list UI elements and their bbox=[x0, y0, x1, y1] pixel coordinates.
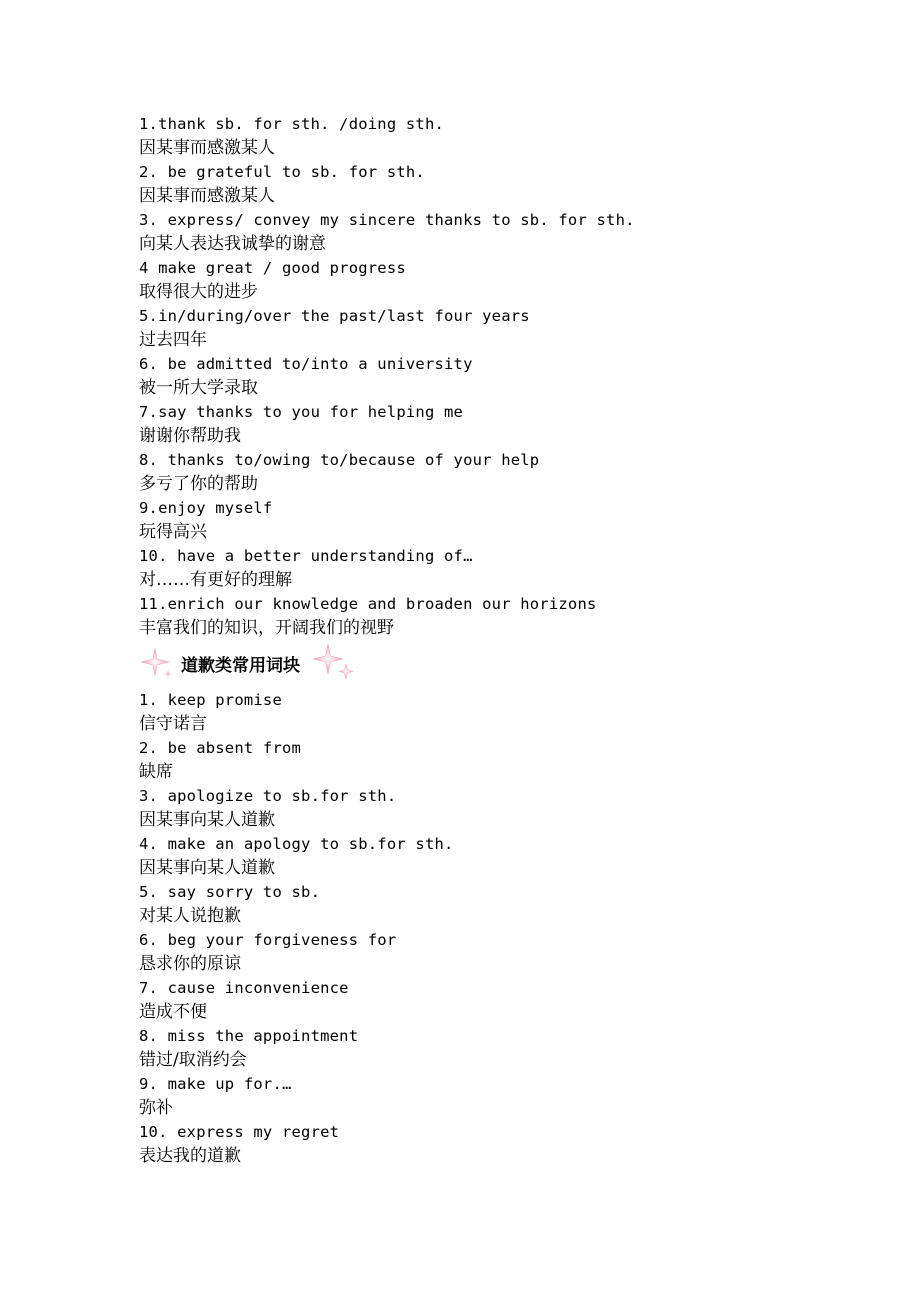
section-title: 道歉类常用词块 bbox=[181, 656, 300, 676]
list-item bbox=[139, 352, 879, 400]
english-phrase: 7. cause inconvenience bbox=[139, 979, 349, 997]
chinese-meaning: 向某人表达我诚挚的谢意 bbox=[139, 234, 326, 254]
english-phrase: 10. express my regret bbox=[139, 1123, 340, 1141]
english-phrase: 1. keep promise bbox=[139, 691, 282, 709]
list-item bbox=[139, 1024, 879, 1072]
chinese-meaning: 过去四年 bbox=[139, 330, 207, 350]
chinese-meaning: 因某事而感激某人 bbox=[139, 138, 275, 158]
chinese-meaning: 多亏了你的帮助 bbox=[139, 474, 258, 494]
english-phrase: 6. beg your forgiveness for bbox=[139, 931, 397, 949]
list-item bbox=[139, 1120, 879, 1168]
english-phrase: 8. thanks to/owing to/because of your help bbox=[139, 451, 540, 469]
list-item bbox=[139, 976, 879, 1024]
list-item bbox=[139, 496, 879, 544]
list-item bbox=[139, 1072, 879, 1120]
chinese-meaning: 因某事而感激某人 bbox=[139, 186, 275, 206]
document-page bbox=[139, 112, 879, 1168]
chinese-meaning: 因某事向某人道歉 bbox=[139, 810, 275, 830]
thanks-phrase-list bbox=[139, 112, 879, 640]
english-phrase: 4. make an apology to sb.for sth. bbox=[139, 835, 454, 853]
english-phrase: 5.in/during/over the past/last four years bbox=[139, 307, 530, 325]
list-item bbox=[139, 784, 879, 832]
chinese-meaning: 缺席 bbox=[139, 762, 173, 782]
list-item bbox=[139, 448, 879, 496]
english-phrase: 11.enrich our knowledge and broaden our horizons bbox=[139, 595, 597, 613]
list-item bbox=[139, 112, 879, 160]
chinese-meaning: 信守诺言 bbox=[139, 714, 207, 734]
chinese-meaning: 恳求你的原谅 bbox=[139, 954, 241, 974]
chinese-meaning: 造成不便 bbox=[139, 1002, 207, 1022]
english-phrase: 7.say thanks to you for helping me bbox=[139, 403, 464, 421]
list-item bbox=[139, 544, 879, 592]
english-phrase: 5. say sorry to sb. bbox=[139, 883, 321, 901]
chinese-meaning: 因某事向某人道歉 bbox=[139, 858, 275, 878]
english-phrase: 9.enjoy myself bbox=[139, 499, 273, 517]
chinese-meaning: 取得很大的进步 bbox=[139, 282, 258, 302]
chinese-meaning: 丰富我们的知识，开阔我们的视野 bbox=[139, 618, 394, 638]
chinese-meaning: 被一所大学录取 bbox=[139, 378, 258, 398]
list-item bbox=[139, 400, 879, 448]
english-phrase: 3. express/ convey my sincere thanks to sb. for sth. bbox=[139, 211, 635, 229]
apology-phrase-list bbox=[139, 688, 879, 1168]
english-phrase: 9. make up for.… bbox=[139, 1075, 292, 1093]
list-item bbox=[139, 208, 879, 256]
list-item bbox=[139, 928, 879, 976]
list-item bbox=[139, 736, 879, 784]
chinese-meaning: 弥补 bbox=[139, 1098, 173, 1118]
apology-section-heading bbox=[139, 640, 879, 688]
list-item bbox=[139, 832, 879, 880]
chinese-meaning: 错过/取消约会 bbox=[139, 1050, 247, 1070]
english-phrase: 10. have a better understanding of… bbox=[139, 547, 473, 565]
sparkle-icon bbox=[139, 646, 175, 678]
chinese-meaning: 谢谢你帮助我 bbox=[139, 426, 241, 446]
list-item bbox=[139, 880, 879, 928]
english-phrase: 4 make great / good progress bbox=[139, 259, 406, 277]
english-phrase: 2. be grateful to sb. for sth. bbox=[139, 163, 425, 181]
list-item bbox=[139, 160, 879, 208]
chinese-meaning: 表达我的道歉 bbox=[139, 1146, 241, 1166]
chinese-meaning: 玩得高兴 bbox=[139, 522, 207, 542]
english-phrase: 3. apologize to sb.for sth. bbox=[139, 787, 397, 805]
list-item bbox=[139, 592, 879, 640]
english-phrase: 2. be absent from bbox=[139, 739, 302, 757]
english-phrase: 6. be admitted to/into a university bbox=[139, 355, 473, 373]
chinese-meaning: 对某人说抱歉 bbox=[139, 906, 241, 926]
english-phrase: 1.thank sb. for sth. /doing sth. bbox=[139, 115, 445, 133]
english-phrase: 8. miss the appointment bbox=[139, 1027, 359, 1045]
sparkle-icon bbox=[311, 642, 357, 682]
list-item bbox=[139, 688, 879, 736]
list-item bbox=[139, 304, 879, 352]
list-item bbox=[139, 256, 879, 304]
chinese-meaning: 对……有更好的理解 bbox=[139, 570, 292, 590]
